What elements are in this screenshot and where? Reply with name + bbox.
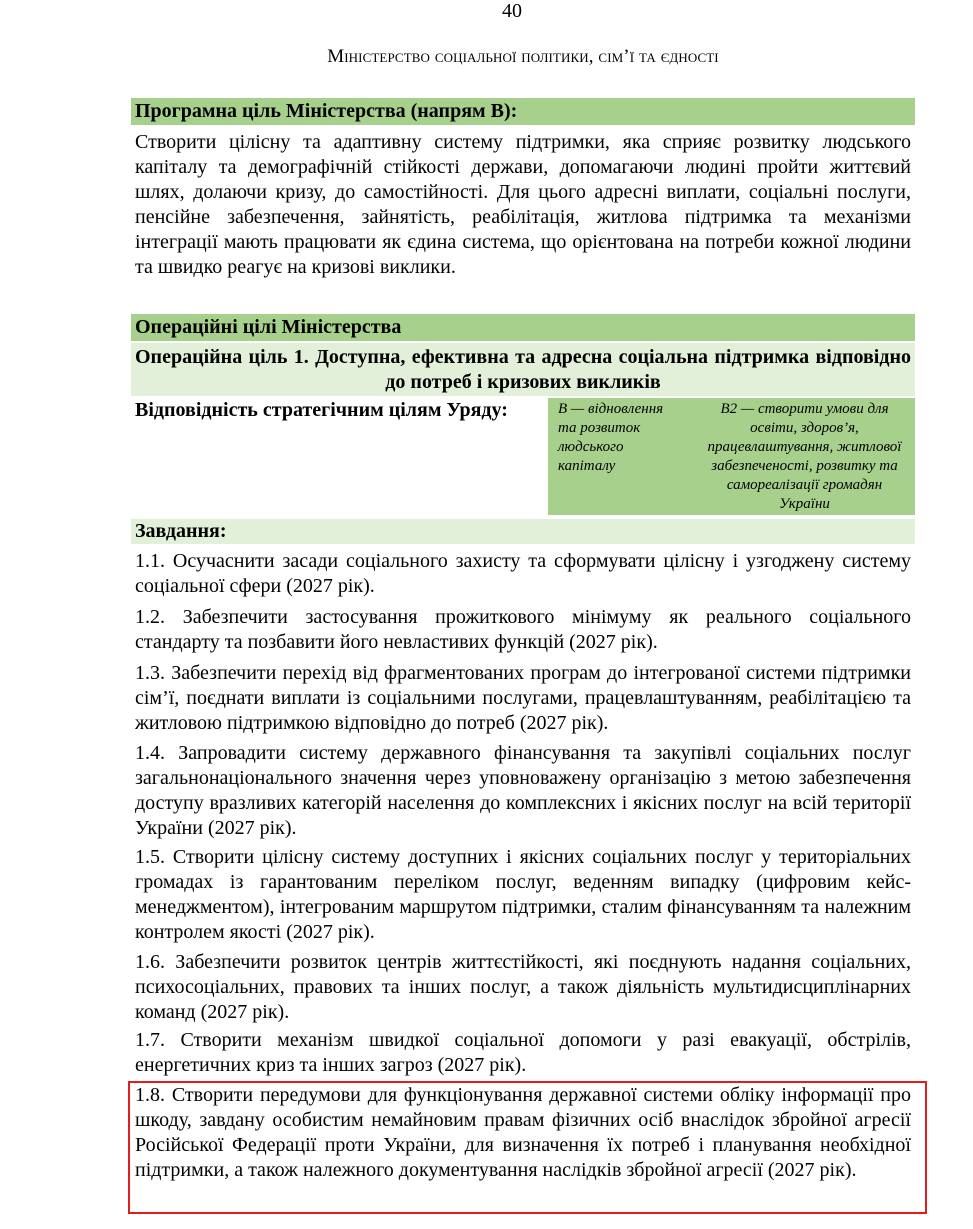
- program-goal-text: Створити цілісну та адаптивну систему підтримки, яка сприяє розвитку людського капіталу та демографічній стійкості держави, допомагаючи людині пройти життєвий шлях, долаючи кризу, до самостійності. Для цього адресні виплати, соціальні послуги, пенсійне забезпечення, зайнятість, реабілітація, житлова підтримка та механізми інтеграції мають працювати як єдина система, що орієнтована на потреби кожної людини та швидко реагує на кризові виклики.: [135, 131, 911, 278]
- operational-goals-header: Операційні цілі Міністерства: [131, 314, 915, 341]
- ministry-title: [0, 46, 973, 68]
- task-item-1-5: 1.5. Створити цілісну систему доступних і якісних соціальних послуг у територіальних громадах із гарантованим переліком послуг, веденням випадку (цифровим кейс-менеджментом), інтегрованим маршрутом підтримки, сталим фінансуванням та належним контролем якості (2027 рік).: [135, 846, 911, 943]
- task-item-1-1: 1.1. Осучаснити засади соціального захисту та сформувати цілісну і узгоджену систему соціальної сфери (2027 рік).: [135, 550, 911, 597]
- strategic-goal-b: В — відновлення та розвиток людського капіталу: [548, 398, 694, 515]
- task-item-1-3: 1.3. Забезпечити перехід від фрагментованих програм до інтегрованої системи підтримки сім’ї, поєднати виплати із соціальними послугами, працевлаштуванням, реабілітацією та житловою підтримкою відповідно до потреб (2027 рік).: [135, 662, 911, 734]
- operational-goal-1: Операційна ціль 1. Доступна, ефективна та адресна соціальна підтримка відповідно до потреб і кризових викликів: [131, 343, 915, 396]
- compliance-row: [131, 398, 915, 515]
- ministry-title-text: Міністерство соціальної політики, сім’ї та єдності: [327, 46, 719, 67]
- task-item-1-4: 1.4. Запровадити систему державного фінансування та закупівлі соціальних послуг загальнонаціонального значення через уповноважену організацію з метою забезпечення доступу вразливих категорій населення до комплексних і якісних послуг на всій території України (2027 рік).: [135, 742, 911, 839]
- tasks-header: Завдання:: [131, 519, 915, 544]
- strategic-goal-b2: В2 — створити умови для освіти, здоров’я, працевлаштування, житлової забезпеченості, розвитку та самореалізації громадян України: [694, 398, 915, 515]
- program-goal-title: Програмна ціль Міністерства (напрям В):: [131, 98, 915, 125]
- task-highlight-frame: [128, 1081, 927, 1214]
- compliance-label: Відповідність стратегічним цілям Уряду:: [135, 399, 508, 421]
- page-number: 40: [502, 0, 522, 22]
- task-item-1-2: 1.2. Забезпечити застосування прожиткового мінімуму як реального соціального стандарту та позбавити його невластивих функцій (2027 рік).: [135, 606, 911, 653]
- task-item-1-7: 1.7. Створити механізм швидкої соціальної допомоги у разі евакуації, обстрілів, енергетичних криз та інших загроз (2027 рік).: [135, 1029, 911, 1076]
- task-item-1-6: 1.6. Забезпечити розвиток центрів життєстійкості, які поєднують надання соціальних, психосоціальних, правових та інших послуг, а також діяльність мультидисциплінарних команд (2027 рік).: [135, 951, 911, 1023]
- task-item-1-8: 1.8. Створити передумови для функціонування державної системи обліку інформації про шкоду, завдану особистим немайновим правам фізичних осіб внаслідок збройної агресії Російської Федерації проти України, для визначення їх потреб і планування необхідної підтримки, а також належного документування наслідків збройної агресії (2027 рік).: [135, 1084, 911, 1181]
